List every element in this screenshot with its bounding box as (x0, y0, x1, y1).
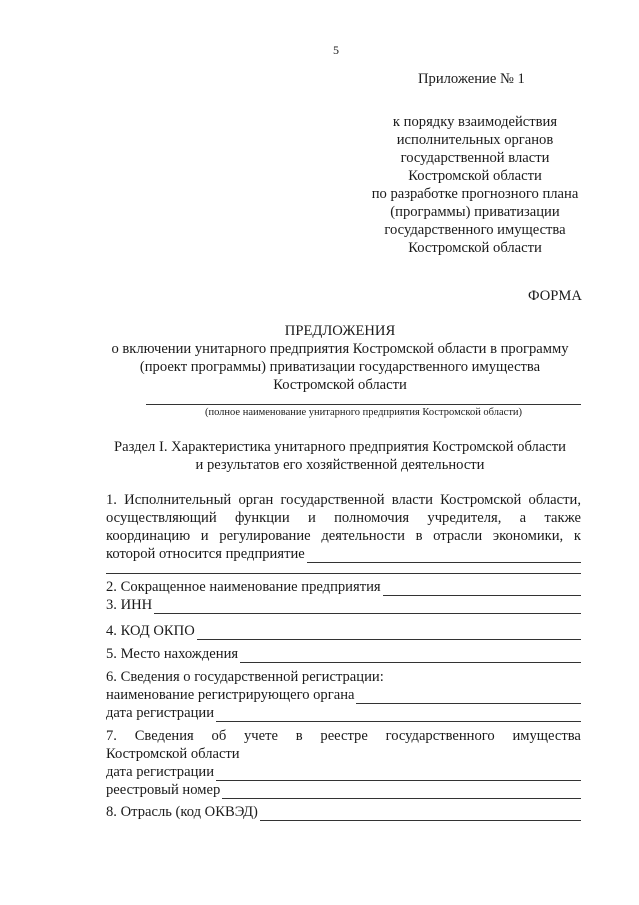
appendix-line: к порядку взаимодействия (392, 114, 558, 130)
word: Сведения (134, 728, 194, 744)
word: осуществляющий (106, 510, 217, 526)
item7-line1 (106, 727, 581, 745)
item6-date-field (106, 704, 581, 722)
word: координацию (106, 528, 191, 544)
page-number: 5 (333, 43, 339, 57)
item4-field (106, 622, 581, 640)
field-line[interactable] (260, 807, 581, 821)
field-label: дата регистрации (106, 705, 215, 721)
word: полномочия (334, 510, 410, 526)
word: учредителя, (427, 510, 502, 526)
appendix-line: по разработке прогнозного плана (371, 186, 579, 202)
word: деятельности (321, 528, 405, 544)
item3-field (106, 596, 581, 614)
field-line[interactable] (154, 600, 581, 614)
word: государственного (385, 728, 495, 744)
word: Исполнительный (124, 492, 232, 508)
word: в (295, 728, 303, 744)
field-label: наименование регистрирующего органа (106, 687, 355, 703)
word: имущества (512, 728, 581, 744)
item7-line2: Костромской области (106, 746, 240, 762)
field-line[interactable] (197, 626, 581, 640)
field-label: 5. Место нахождения (106, 646, 239, 662)
appendix-line: государственной власти (400, 150, 550, 166)
appendix-line: Костромской области (408, 240, 542, 256)
word: области, (528, 492, 581, 508)
section-heading (90, 438, 590, 474)
field-label: дата регистрации (106, 764, 215, 780)
word: также (544, 510, 581, 526)
enterprise-name-caption: (полное наименование унитарного предприятия Костромской области) (204, 407, 523, 418)
heading-block (90, 322, 590, 394)
item1-line1 (106, 491, 581, 509)
word: Костромской (440, 492, 522, 508)
field-label: 4. КОД ОКПО (106, 623, 195, 639)
word: власти (391, 492, 433, 508)
field-line[interactable] (307, 549, 581, 563)
field-line[interactable] (383, 582, 581, 596)
field-label: 8. Отрасль (код ОКВЭД) (106, 804, 258, 820)
item7-number-field (106, 781, 581, 799)
appendix-lines (360, 113, 590, 257)
word: а (519, 510, 527, 526)
word: об (211, 728, 227, 744)
word: к (573, 528, 581, 544)
word: 7. (106, 728, 117, 744)
heading-line: (проект программы) приватизации государственного имущества (139, 359, 541, 375)
item5-field (106, 645, 581, 663)
word: экономики, (492, 528, 564, 544)
word: отрасли (433, 528, 483, 544)
word: регулирование (219, 528, 311, 544)
appendix-line: Костромской области (408, 168, 542, 184)
form-label: ФОРМА (528, 288, 582, 304)
field-line[interactable] (356, 690, 581, 704)
word: учете (244, 728, 278, 744)
item1-line2 (106, 509, 581, 527)
item6-title: 6. Сведения о государственной регистрации: (106, 669, 384, 685)
word: реестре (320, 728, 368, 744)
field-label: 2. Сокращенное наименование предприятия (106, 579, 381, 595)
word: орган (238, 492, 274, 508)
item6-org-field (106, 686, 581, 704)
heading-title: ПРЕДЛОЖЕНИЯ (284, 323, 396, 339)
item1-field (106, 545, 581, 563)
item8-field (106, 803, 581, 821)
appendix-line: (программы) приватизации (390, 204, 560, 220)
field-line[interactable] (222, 785, 581, 799)
field-label: которой относится предприятие (106, 546, 305, 562)
word: 1. (106, 492, 117, 508)
section-line: и результатов его хозяйственной деятельности (195, 457, 485, 473)
heading-line: о включении унитарного предприятия Костромской области в программу (111, 341, 569, 357)
word: государственной (280, 492, 385, 508)
appendix-line: исполнительных органов (396, 132, 554, 148)
section-line: Раздел I. Характеристика унитарного предприятия Костромской области (114, 439, 566, 455)
field-line[interactable] (240, 649, 581, 663)
word: и (200, 528, 209, 544)
word: и (307, 510, 316, 526)
field-label: 3. ИНН (106, 597, 153, 613)
item1-extra-line[interactable] (106, 573, 581, 574)
enterprise-name-line[interactable] (146, 404, 581, 405)
item2-field (106, 578, 581, 596)
appendix-title: Приложение № 1 (418, 71, 525, 87)
field-line[interactable] (216, 708, 581, 722)
item7-date-field (106, 763, 581, 781)
field-label: реестровый номер (106, 782, 221, 798)
word: в (415, 528, 423, 544)
word: функции (234, 510, 290, 526)
field-line[interactable] (216, 767, 581, 781)
heading-line: Костромской области (273, 377, 407, 393)
appendix-line: государственного имущества (384, 222, 566, 238)
item1-line3 (106, 527, 581, 545)
